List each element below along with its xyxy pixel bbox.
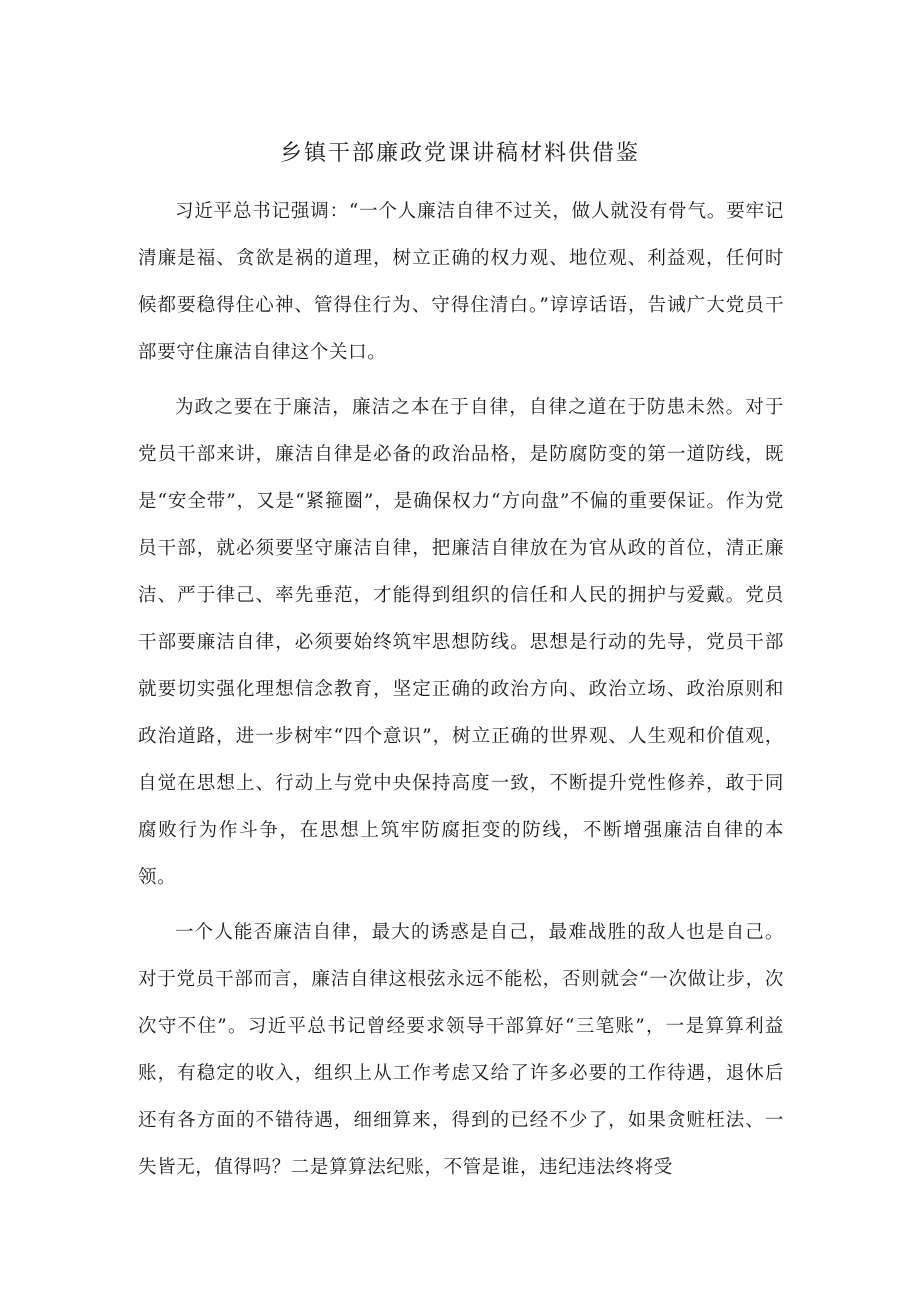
document-body <box>138 188 784 1191</box>
paragraph-3: 一个人能否廉洁自律，最大的诱惑是自己，最难战胜的敌人也是自己。对于党员干部而言，廉洁自律这根弦永远不能松，否则就会“一次做让步，次次守不住”。习近平总书记曾经要求领导干部算好“三笔账”，一是算算利益账，有稳定的收入，组织上从工作考虑又给了许多必要的工作待遇，退休后还有各方面的不错待遇，细细算来，得到的已经不少了，如果贪赃枉法、一失皆无，值得吗？二是算算法纪账，不管是谁，违纪违法终将受 <box>138 922 784 1178</box>
document-title: 乡镇干部廉政党课讲稿材料供借鉴 <box>279 141 640 166</box>
paragraph-1: 习近平总书记强调：“一个人廉洁自律不过关，做人就没有骨气。要牢记清廉是福、贪欲是祸的道理，树立正确的权力观、地位观、利益观，任何时候都要稳得住心神、管得住行为、守得住清白。”谆谆话语，告诫广大党员干部要守住廉洁自律这个关口。 <box>138 201 784 363</box>
paragraph-2: 为政之要在于廉洁，廉洁之本在于自律，自律之道在于防患未然。对于党员干部来讲，廉洁自律是必备的政治品格，是防腐防变的第一道防线，既是“安全带”，又是“紧箍圈”，是确保权力“方向盘”不偏的重要保证。作为党员干部，就必须要坚守廉洁自律，把廉洁自律放在为官从政的首位，清正廉洁、严于律己、率先垂范，才能得到组织的信任和人民的拥护与爱戴。党员干部要廉洁自律，必须要始终筑牢思想防线。思想是行动的先导，党员干部就要切实强化理想信念教育，坚定正确的政治方向、政治立场、政治原则和政治道路，进一步树牢“四个意识”，树立正确的世界观、人生观和价值观，自觉在思想上、行动上与党中央保持高度一致，不断提升党性修养，敢于同腐败行为作斗争，在思想上筑牢防腐拒变的防线，不断增强廉洁自律的本领。 <box>138 397 784 888</box>
